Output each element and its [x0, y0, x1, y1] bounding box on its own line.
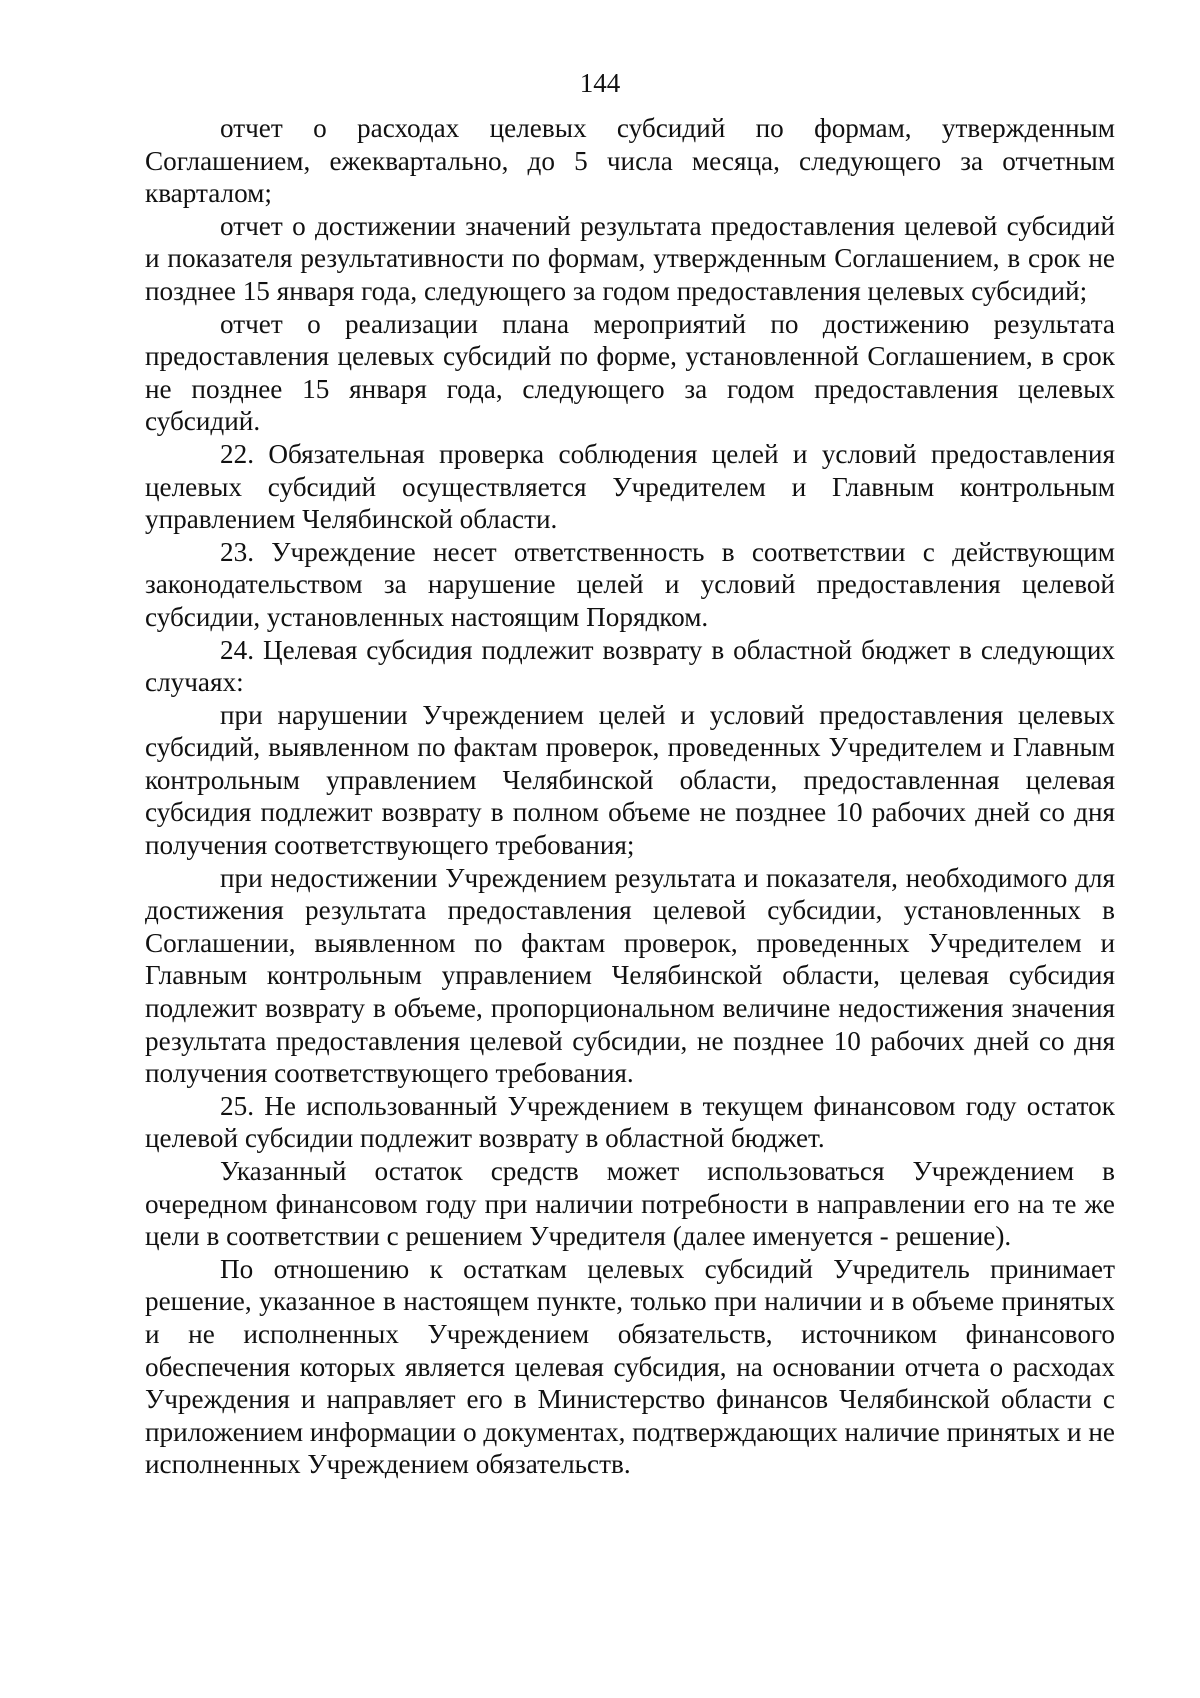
document-body	[145, 112, 1115, 1481]
paragraph-24-case-non-achievement: при недостижении Учреждением результата и показателя, необходимого для достижения результата предоставления целевой субсидии, установленных в Соглашении, выявленном по фактам проверок, проведенных Учредителем и Главным контрольным управлением Челябинской области, целевая субсидия подлежит возврату в объеме, пропорциональном величине недостижения значения результата предоставления целевой субсидии, не позднее 10 рабочих дней со дня получения соответствующего требования.	[145, 862, 1115, 1089]
paragraph-25-decision: По отношению к остаткам целевых субсидий Учредитель принимает решение, указанное в настоящем пункте, только при наличии и в объеме принятых и не исполненных Учреждением обязательств, источником финансового обеспечения которых является целевая субсидия, на основании отчета о расходах Учреждения и направляет его в Министерство финансов Челябинской области с приложением информации о документах, подтверждающих наличие принятых и не исполненных Учреждением обязательств.	[145, 1253, 1115, 1480]
page-number: 144	[579, 68, 621, 98]
paragraph-report-plan: отчет о реализации плана мероприятий по достижению результата предоставления целевых субсидий по форме, установленной Соглашением, в срок не позднее 15 января года, следующего за годом предоставления целевых субсидий.	[145, 308, 1115, 437]
paragraph-report-expenses: отчет о расходах целевых субсидий по формам, утвержденным Соглашением, ежеквартально, до 5 числа месяца, следующего за отчетным кварталом;	[145, 113, 1115, 209]
paragraph-23: 23. Учреждение несет ответственность в соответствии с действующим законодательством за нарушение целей и условий предоставления целевой субсидии, установленных настоящим Порядком.	[145, 536, 1115, 632]
paragraph-22: 22. Обязательная проверка соблюдения целей и условий предоставления целевых субсидий осуществляется Учредителем и Главным контрольным управлением Челябинской области.	[145, 438, 1115, 535]
paragraph-report-results: отчет о достижении значений результата предоставления целевой субсидий и показателя результативности по формам, утвержденным Соглашением, в срок не позднее 15 января года, следующего за годом предоставления целевых субсидий;	[145, 210, 1115, 306]
paragraph-24: 24. Целевая субсидия подлежит возврату в областной бюджет в следующих случаях:	[145, 634, 1115, 698]
paragraph-24-case-violation: при нарушении Учреждением целей и условий предоставления целевых субсидий, выявленном по фактам проверок, проведенных Учредителем и Главным контрольным управлением Челябинской области, предоставленная целевая субсидия подлежит возврату в полном объеме не позднее 10 рабочих дней со дня получения соответствующего требования;	[145, 699, 1115, 861]
paragraph-25-remainder: Указанный остаток средств может использоваться Учреждением в очередном финансовом году при наличии потребности в направлении его на те же цели в соответствии с решением Учредителя (далее именуется - решение).	[145, 1156, 1115, 1252]
paragraph-25: 25. Не использованный Учреждением в текущем финансовом году остаток целевой субсидии подлежит возврату в областной бюджет.	[145, 1090, 1115, 1154]
